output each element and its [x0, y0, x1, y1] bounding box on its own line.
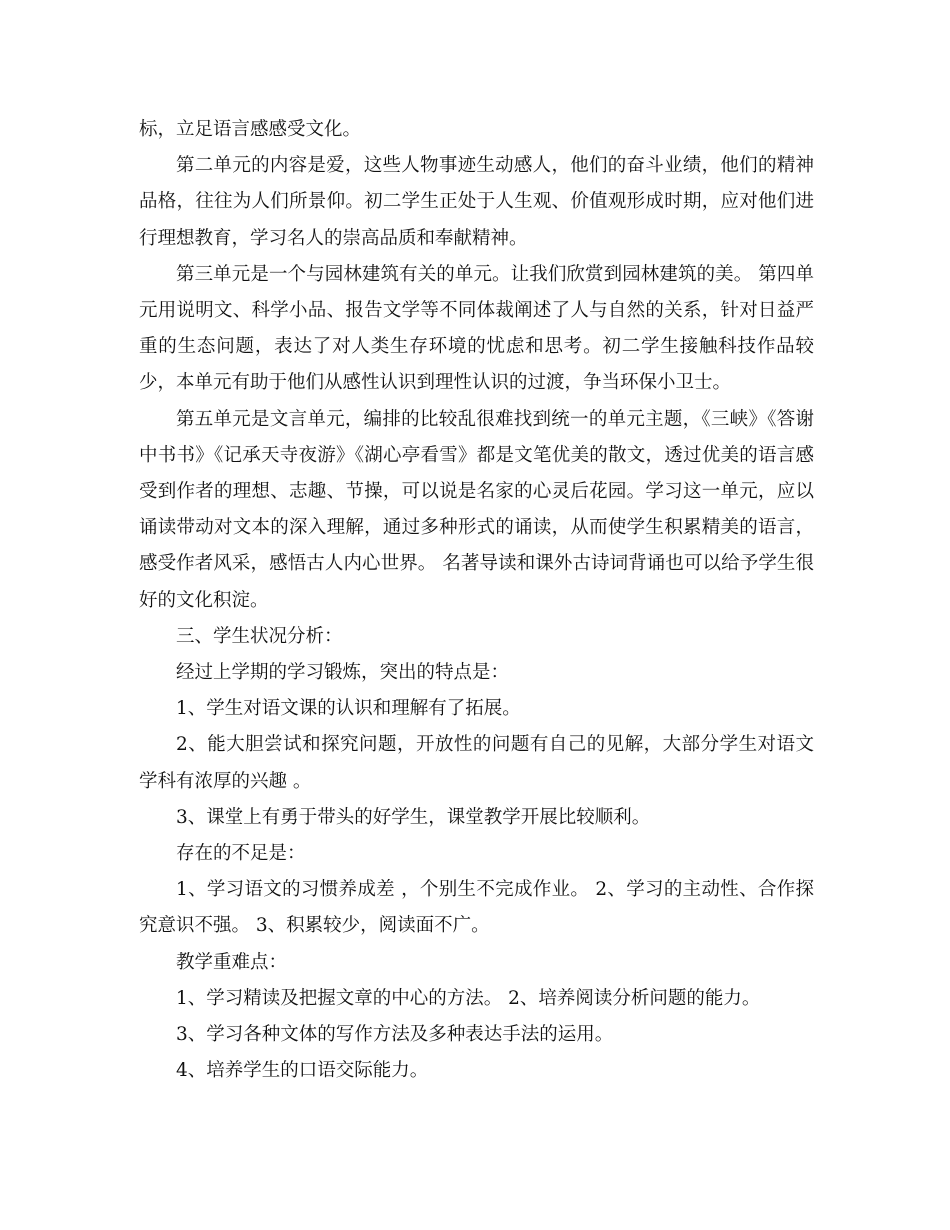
section-heading-key-points: 教学重难点： [176, 951, 288, 973]
paragraph-shortcomings-intro: 存在的不足是： [176, 843, 306, 865]
paragraph-features-intro: 经过上学期的学习锻炼，突出的特点是： [176, 662, 510, 684]
list-item-feature-2: 2、能大胆尝试和探究问题，开放性的问题有自己的见解，大部分学生对语文学科有浓厚的兴趣 。 [139, 734, 814, 792]
list-item-key-point-3: 3、学习各种文体的写作方法及多种表达手法的运用。 [176, 1024, 614, 1046]
paragraph-unit-five: 第五单元是文言单元，编排的比较乱很难找到统一的单元主题，《三峡》《答谢中书书》《记承天寺夜游》《湖心亭看雪》都是文笔优美的散文，透过优美的语言感受到作者的理想、志趣、节操，可以说是名家的心灵后花园。学习这一单元，应以诵读带动对文本的深入理解，通过多种形式的诵读，从而使学生积累精美的语言，感受作者风采，感悟古人内心世界。 名著导读和课外古诗词背诵也可以给予学生很好的文化积淀。 [139, 408, 814, 611]
list-item-shortcomings: 1、学习语文的习惯养成差 ，个别生不完成作业。 2、学习的主动性、合作探究意识不强。 3、积累较少，阅读面不广。 [139, 879, 814, 937]
paragraph-unit-three-four: 第三单元是一个与园林建筑有关的单元。让我们欣赏到园林建筑的美。 第四单元用说明文、科学小品、报告文学等不同体裁阐述了人与自然的关系，针对日益严重的生态问题，表达了对人类生存环境的忧虑和思考。初二学生接触科技作品较少，本单元有助于他们从感性认识到理性认识的过渡，争当环保小卫士。 [139, 263, 814, 394]
paragraph-continuation: 标，立足语言感感受文化。 [139, 119, 362, 140]
list-item-key-point-1-2: 1、学习精读及把握文章的中心的方法。 2、培养阅读分析问题的能力。 [176, 987, 761, 1009]
paragraph-unit-two: 第二单元的内容是爱，这些人物事迹生动感人，他们的奋斗业绩，他们的精神品格，往往为人们所景仰。初二学生正处于人生观、价值观形成时期，应对他们进行理想教育，学习名人的崇高品质和奉献精神。 [139, 155, 814, 249]
section-heading-student-analysis: 三、学生状况分析： [176, 625, 343, 647]
document-body [139, 112, 814, 1089]
list-item-key-point-4: 4、培养学生的口语交际能力。 [176, 1060, 429, 1082]
list-item-feature-3: 3、课堂上有勇于带头的好学生，课堂教学开展比较顺利。 [176, 806, 651, 828]
list-item-feature-1: 1、学生对语文课的认识和理解有了拓展。 [176, 698, 521, 720]
